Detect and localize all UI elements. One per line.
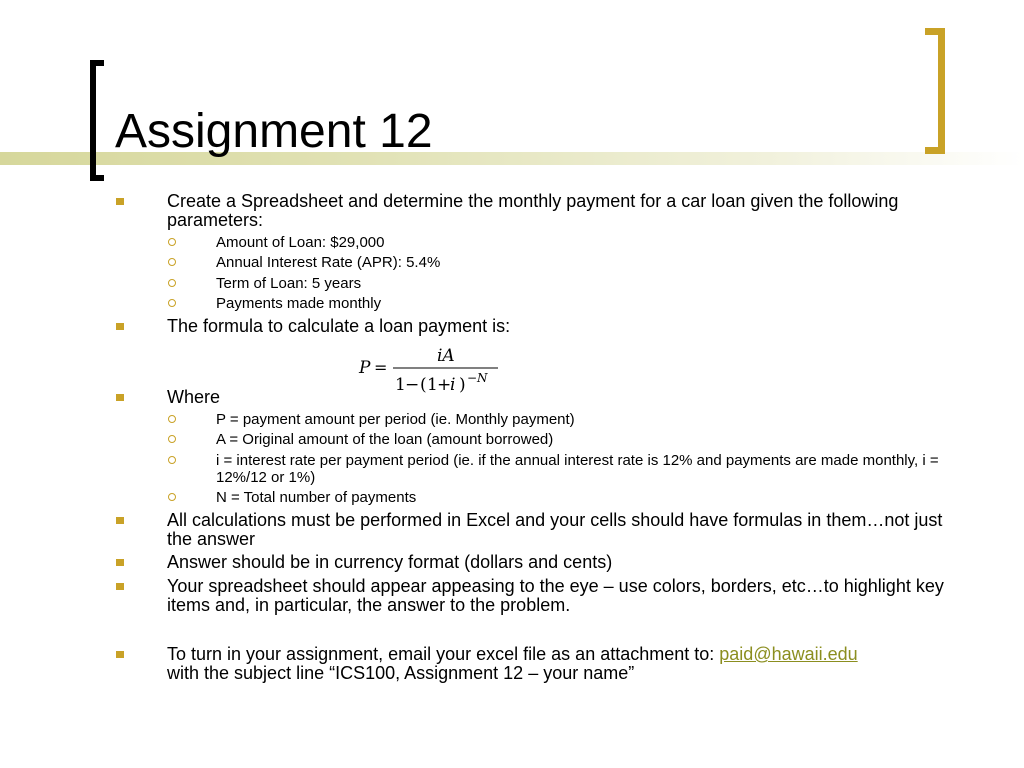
formula-plus: +	[437, 375, 452, 395]
email-link[interactable]: paid@hawaii.edu	[719, 644, 858, 664]
formula-close-paren: )	[459, 375, 466, 395]
formula-exponent: −N	[467, 371, 488, 385]
sub-bullet-def-n: N = Total number of payments	[216, 489, 956, 506]
bullet-turn-in	[167, 645, 957, 683]
turn-in-prefix: To turn in your assignment, email your excel file as an attachment to:	[167, 644, 720, 664]
formula-open-paren: (	[420, 375, 427, 395]
turn-in-suffix: with the subject line “ICS100, Assignment 12 – your name”	[167, 663, 635, 683]
bullet-excel-formulas: All calculations must be performed in Excel and your cells should have formulas in them…not just the answer	[167, 511, 957, 549]
sub-bullet-payments-monthly: Payments made monthly	[216, 295, 956, 312]
sub-bullet-def-p: P = payment amount per period (ie. Monthly payment)	[216, 411, 956, 428]
sub-bullet-loan-term: Term of Loan: 5 years	[216, 275, 956, 292]
formula-denominator-minus: −	[405, 375, 420, 395]
sub-bullet-loan-amount: Amount of Loan: $29,000	[216, 234, 956, 251]
sub-bullet-interest-rate: Annual Interest Rate (APR): 5.4%	[216, 254, 956, 271]
formula-i: i	[450, 375, 456, 395]
sub-bullet-def-a: A = Original amount of the loan (amount borrowed)	[216, 431, 956, 448]
bullet-currency-format: Answer should be in currency format (dollars and cents)	[167, 553, 957, 572]
bullet-where: Where	[167, 388, 957, 407]
bullet-appearance: Your spreadsheet should appear appeasing to the eye – use colors, borders, etc…to highlight key items and, in particular, the answer to the problem.	[167, 577, 957, 615]
sub-bullet-def-i: i = interest rate per payment period (ie. if the annual interest rate is 12% and payments are made monthly, i = 12%/12 or 1%)	[216, 452, 956, 486]
slide-title: Assignment 12	[115, 105, 433, 158]
formula-lhs: P	[359, 358, 371, 378]
bullet-formula-intro: The formula to calculate a loan payment is:	[167, 317, 957, 336]
formula-numerator: iA	[437, 346, 455, 366]
formula-denominator-one: 1	[395, 375, 406, 395]
formula-inner-one: 1	[427, 375, 438, 395]
formula-equals: =	[374, 358, 388, 377]
bullet-create-spreadsheet: Create a Spreadsheet and determine the monthly payment for a car loan given the following parameters:	[167, 192, 957, 230]
